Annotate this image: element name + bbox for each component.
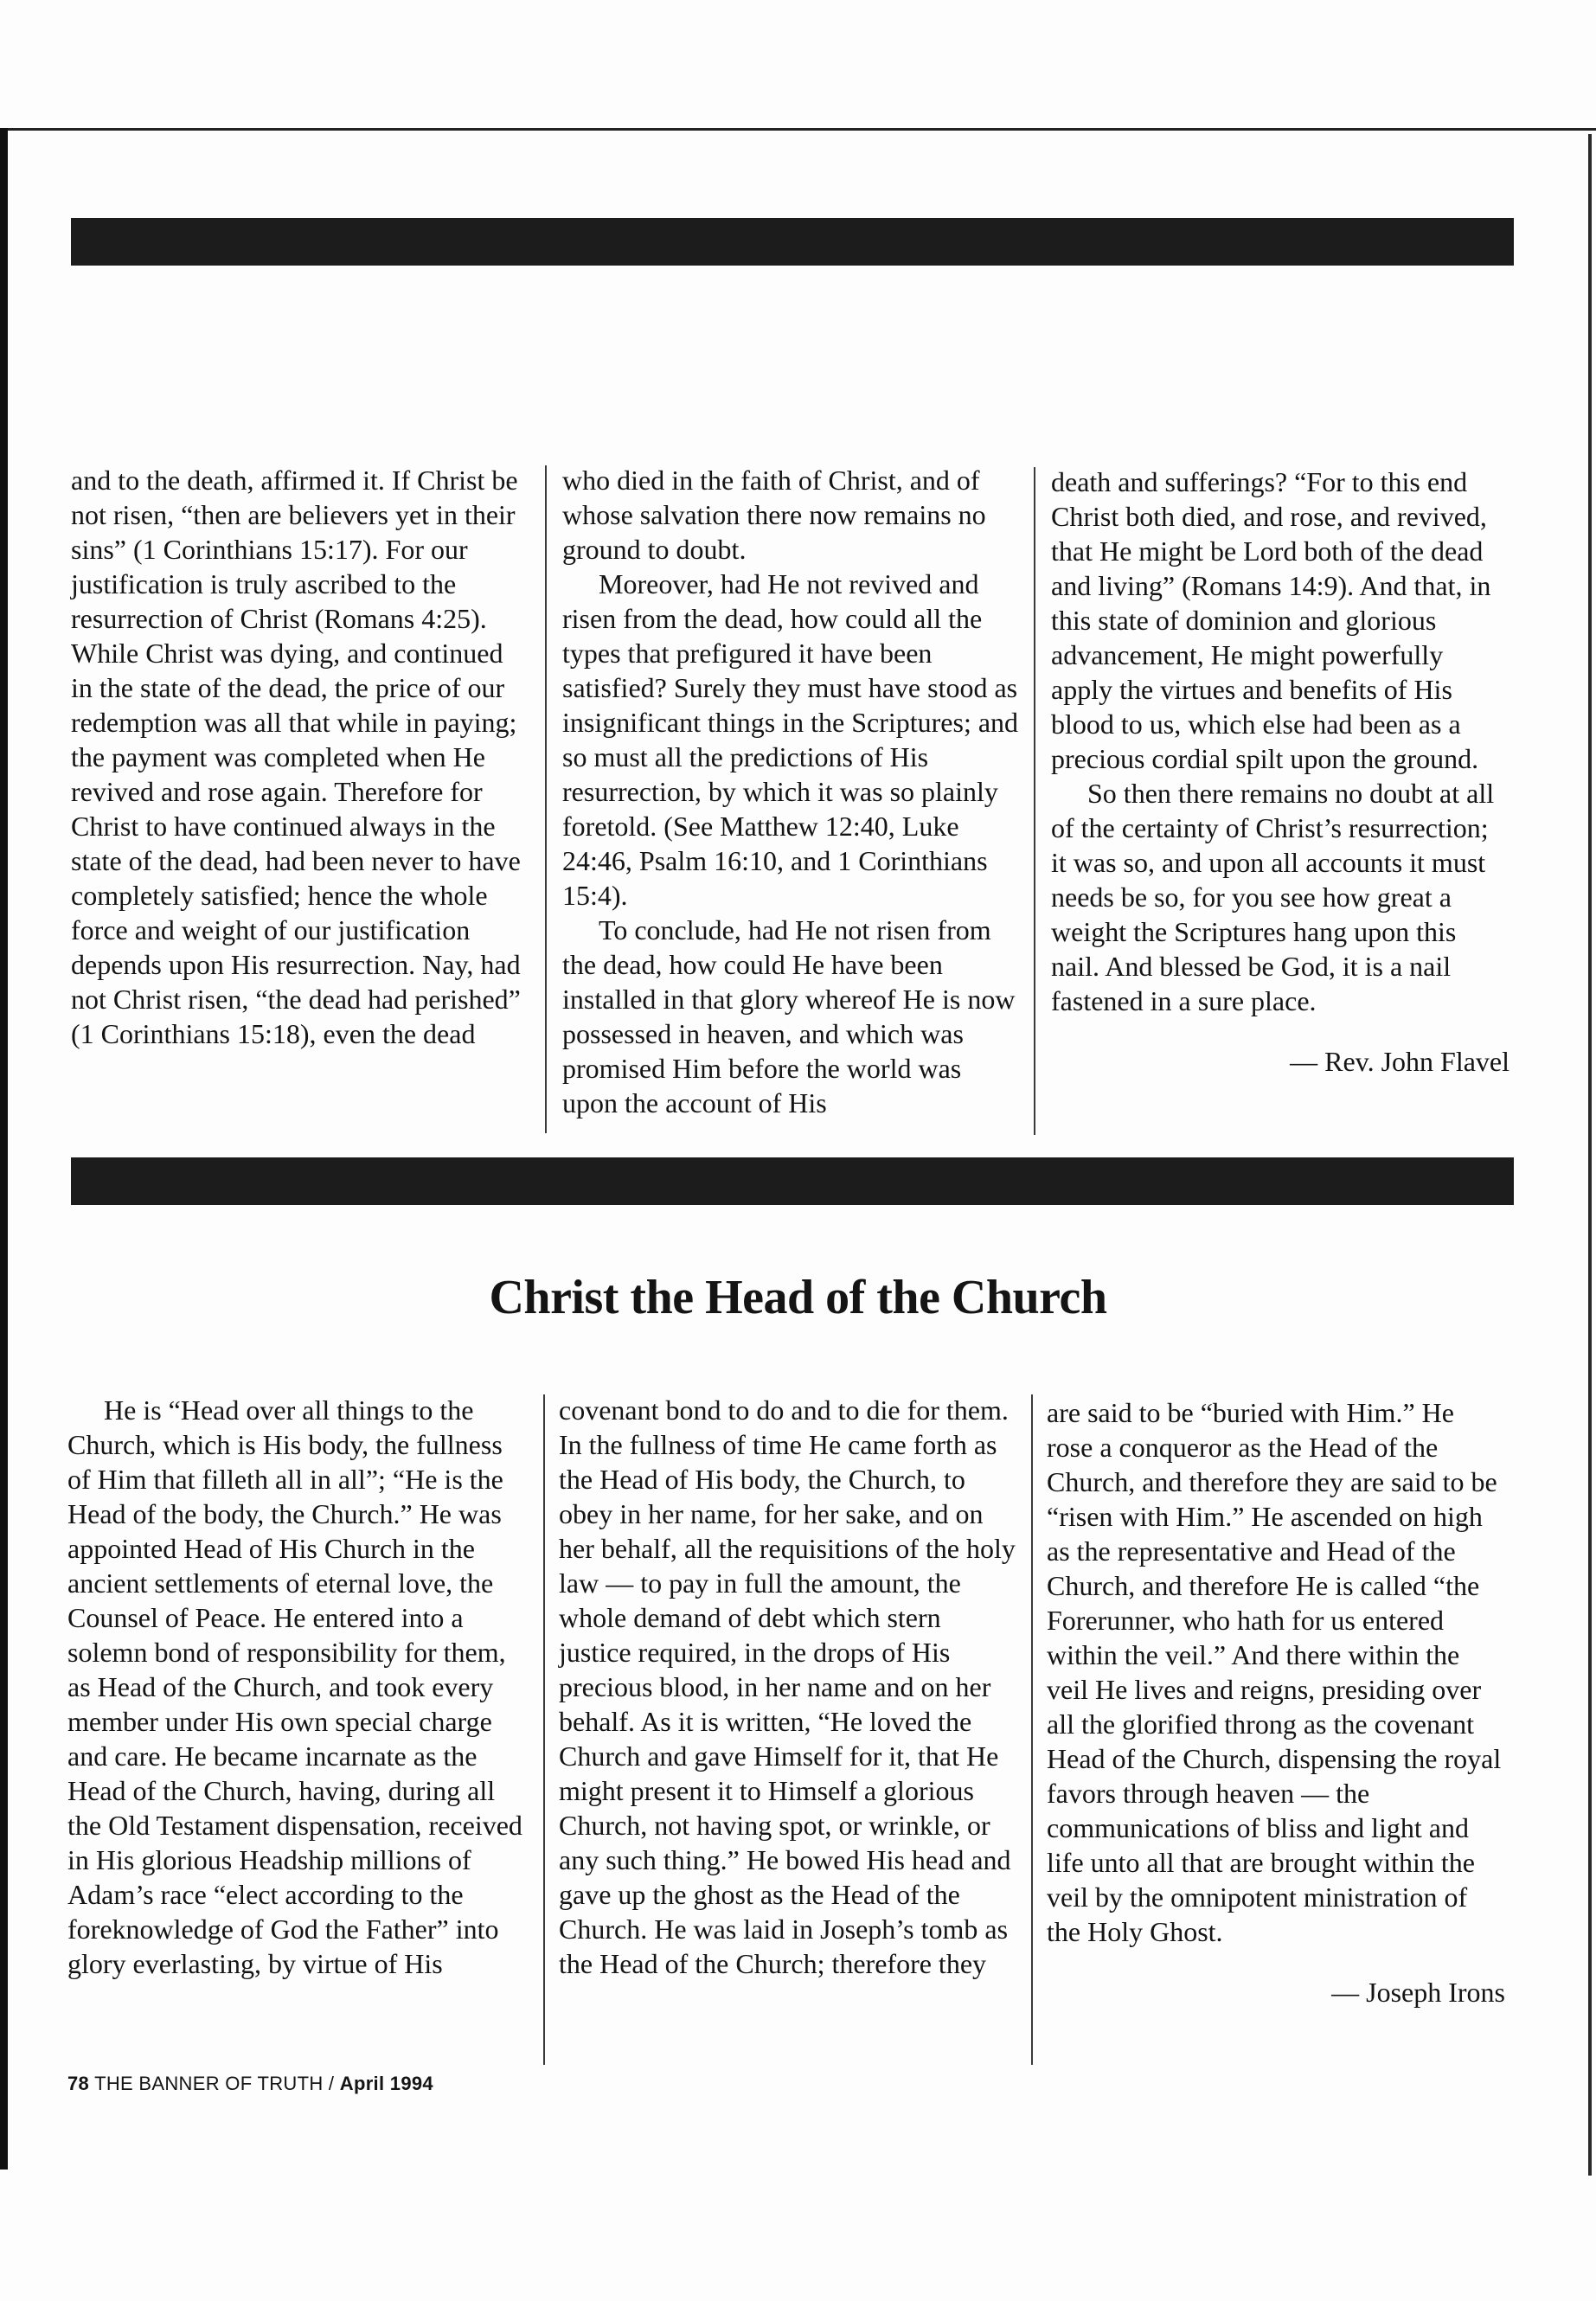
scan-edge-top — [0, 128, 1596, 131]
article1-col3-paragraph: death and sufferings? “For to this end Christ both died, and rose, and revived, that He might be Lord both of the dead and living” (Romans 14:9). And that, in this state of dominion and glorious advancement, He might powerfully apply the virtues and benefits of His blood to us, which else had been as a precious cordial spilt upon the ground. — [1051, 466, 1491, 774]
article1-column-1 — [71, 463, 529, 1051]
article2-col3-paragraph: are said to be “buried with Him.” He rose a conqueror as the Head of the Church, and therefore they are said to be “risen with Him.” He ascended on high as the representative and Head of the Church, and therefore He is called “the Forerunner, who hath for us entered within the veil.” And there within the veil He lives and reigns, presiding over all the glorified throng as the covenant Head of the Church, dispensing the royal favors through heaven — the communications of bliss and light and life unto all that are brought within the veil by the omnipotent ministration of the Holy Ghost. — [1047, 1397, 1502, 1947]
article1-col2-paragraph: To conclude, had He not risen from the dead, how could He have been installed in that glory whereof He is now possessed in heaven, and which was promised Him before the world was upon the account of His — [562, 914, 1016, 1118]
article1-signature: — Rev. John Flavel — [1290, 1046, 1509, 1077]
column-rule — [543, 1394, 545, 2065]
publication-name: THE BANNER OF TRUTH / — [94, 2073, 335, 2094]
section-divider-bar-middle — [71, 1157, 1514, 1205]
article2-col2-paragraph: covenant bond to do and to die for them. In the fullness of time He came forth as the Head of His body, the Church, to obey in her name, for her sake, and on her behalf, all the requisitions of the holy law — to pay in full the amount, the whole demand of debt which stern justice required, in the drops of His precious blood, in her name and on her behalf. As it is written, “He loved the Church and gave Himself for it, that He might present it to Himself a glorious Church, not having spot, or wrinkle, or any such thing.” He bowed His head and gave up the ghost as the Head of the Church. He was laid in Joseph’s tomb as the Head of the Church; therefore they — [559, 1394, 1016, 1979]
article1-col2-paragraph: who died in the faith of Christ, and of whose salvation there now remains no ground to doubt. — [562, 465, 986, 565]
article1-col2-paragraph: Moreover, had He not revived and risen from the dead, how could all the types that prefigured it have been satisfied? Surely they must have stood as insignificant things in the Scriptures; and so must all the predictions of His resurrection, by which it was so plainly foretold. (See Matthew 12:40, Luke 24:46, Psalm 16:10, and 1 Corinthians 15:4). — [562, 568, 1019, 911]
section-divider-bar-top — [71, 218, 1514, 266]
article2-column-1 — [67, 1393, 526, 1981]
scan-edge-right — [1588, 134, 1592, 2176]
article1-col3-paragraph: So then there remains no doubt at all of the certainty of Christ’s resurrection; it was so, and upon all accounts it must needs be so, for you see how great a weight the Scriptures hang upon this nail. And blessed be God, it is a nail fastened in a sure place. — [1051, 778, 1495, 1016]
issue-date: April 1994 — [339, 2073, 433, 2094]
page-number: 78 — [67, 2073, 90, 2094]
article1-column-2 — [562, 463, 1021, 1120]
article2-column-3 — [1047, 1395, 1505, 2009]
column-rule — [1034, 467, 1035, 1135]
article1-column-3 — [1051, 465, 1509, 1079]
article1-col1-paragraph: and to the death, affirmed it. If Christ be not risen, “then are believers yet in their sins” (1 Corinthians 15:17). For our justification is truly ascribed to the resurrection of Christ (Romans 4:25). While Christ was dying, and continued in the state of the dead, the price of our redemption was all that while in paying; the payment was completed when He revived and rose again. Therefore for Christ to have continued always in the state of the dead, had been never to have completely satisfied; hence the whole force and weight of our justification depends upon His resurrection. Nay, had not Christ risen, “the dead had perished” (1 Corinthians 15:18), even the dead — [71, 465, 521, 1049]
column-rule — [545, 465, 547, 1133]
article2-column-2 — [559, 1393, 1017, 1981]
article2-title: Christ the Head of the Church — [489, 1271, 1107, 1324]
page-footer — [67, 2073, 433, 2095]
article2-signature: — Joseph Irons — [1331, 1977, 1505, 2008]
article2-col1-paragraph: He is “Head over all things to the Church, which is His body, the fullness of Him that filleth all in all”; “He is the Head of the body, the Church.” He was appointed Head of His Church in the ancient settlements of eternal love, the Counsel of Peace. He entered into a solemn bond of responsibility for them, as Head of the Church, and took every member under His own special charge and care. He became incarnate as the Head of the Church, having, during all the Old Testament dispensation, received in His glorious Headship millions of Adam’s race “elect according to the foreknowledge of God the Father” into glory everlasting, by virtue of His — [67, 1394, 522, 1979]
column-rule — [1031, 1394, 1033, 2065]
scan-edge-left — [0, 128, 8, 2170]
